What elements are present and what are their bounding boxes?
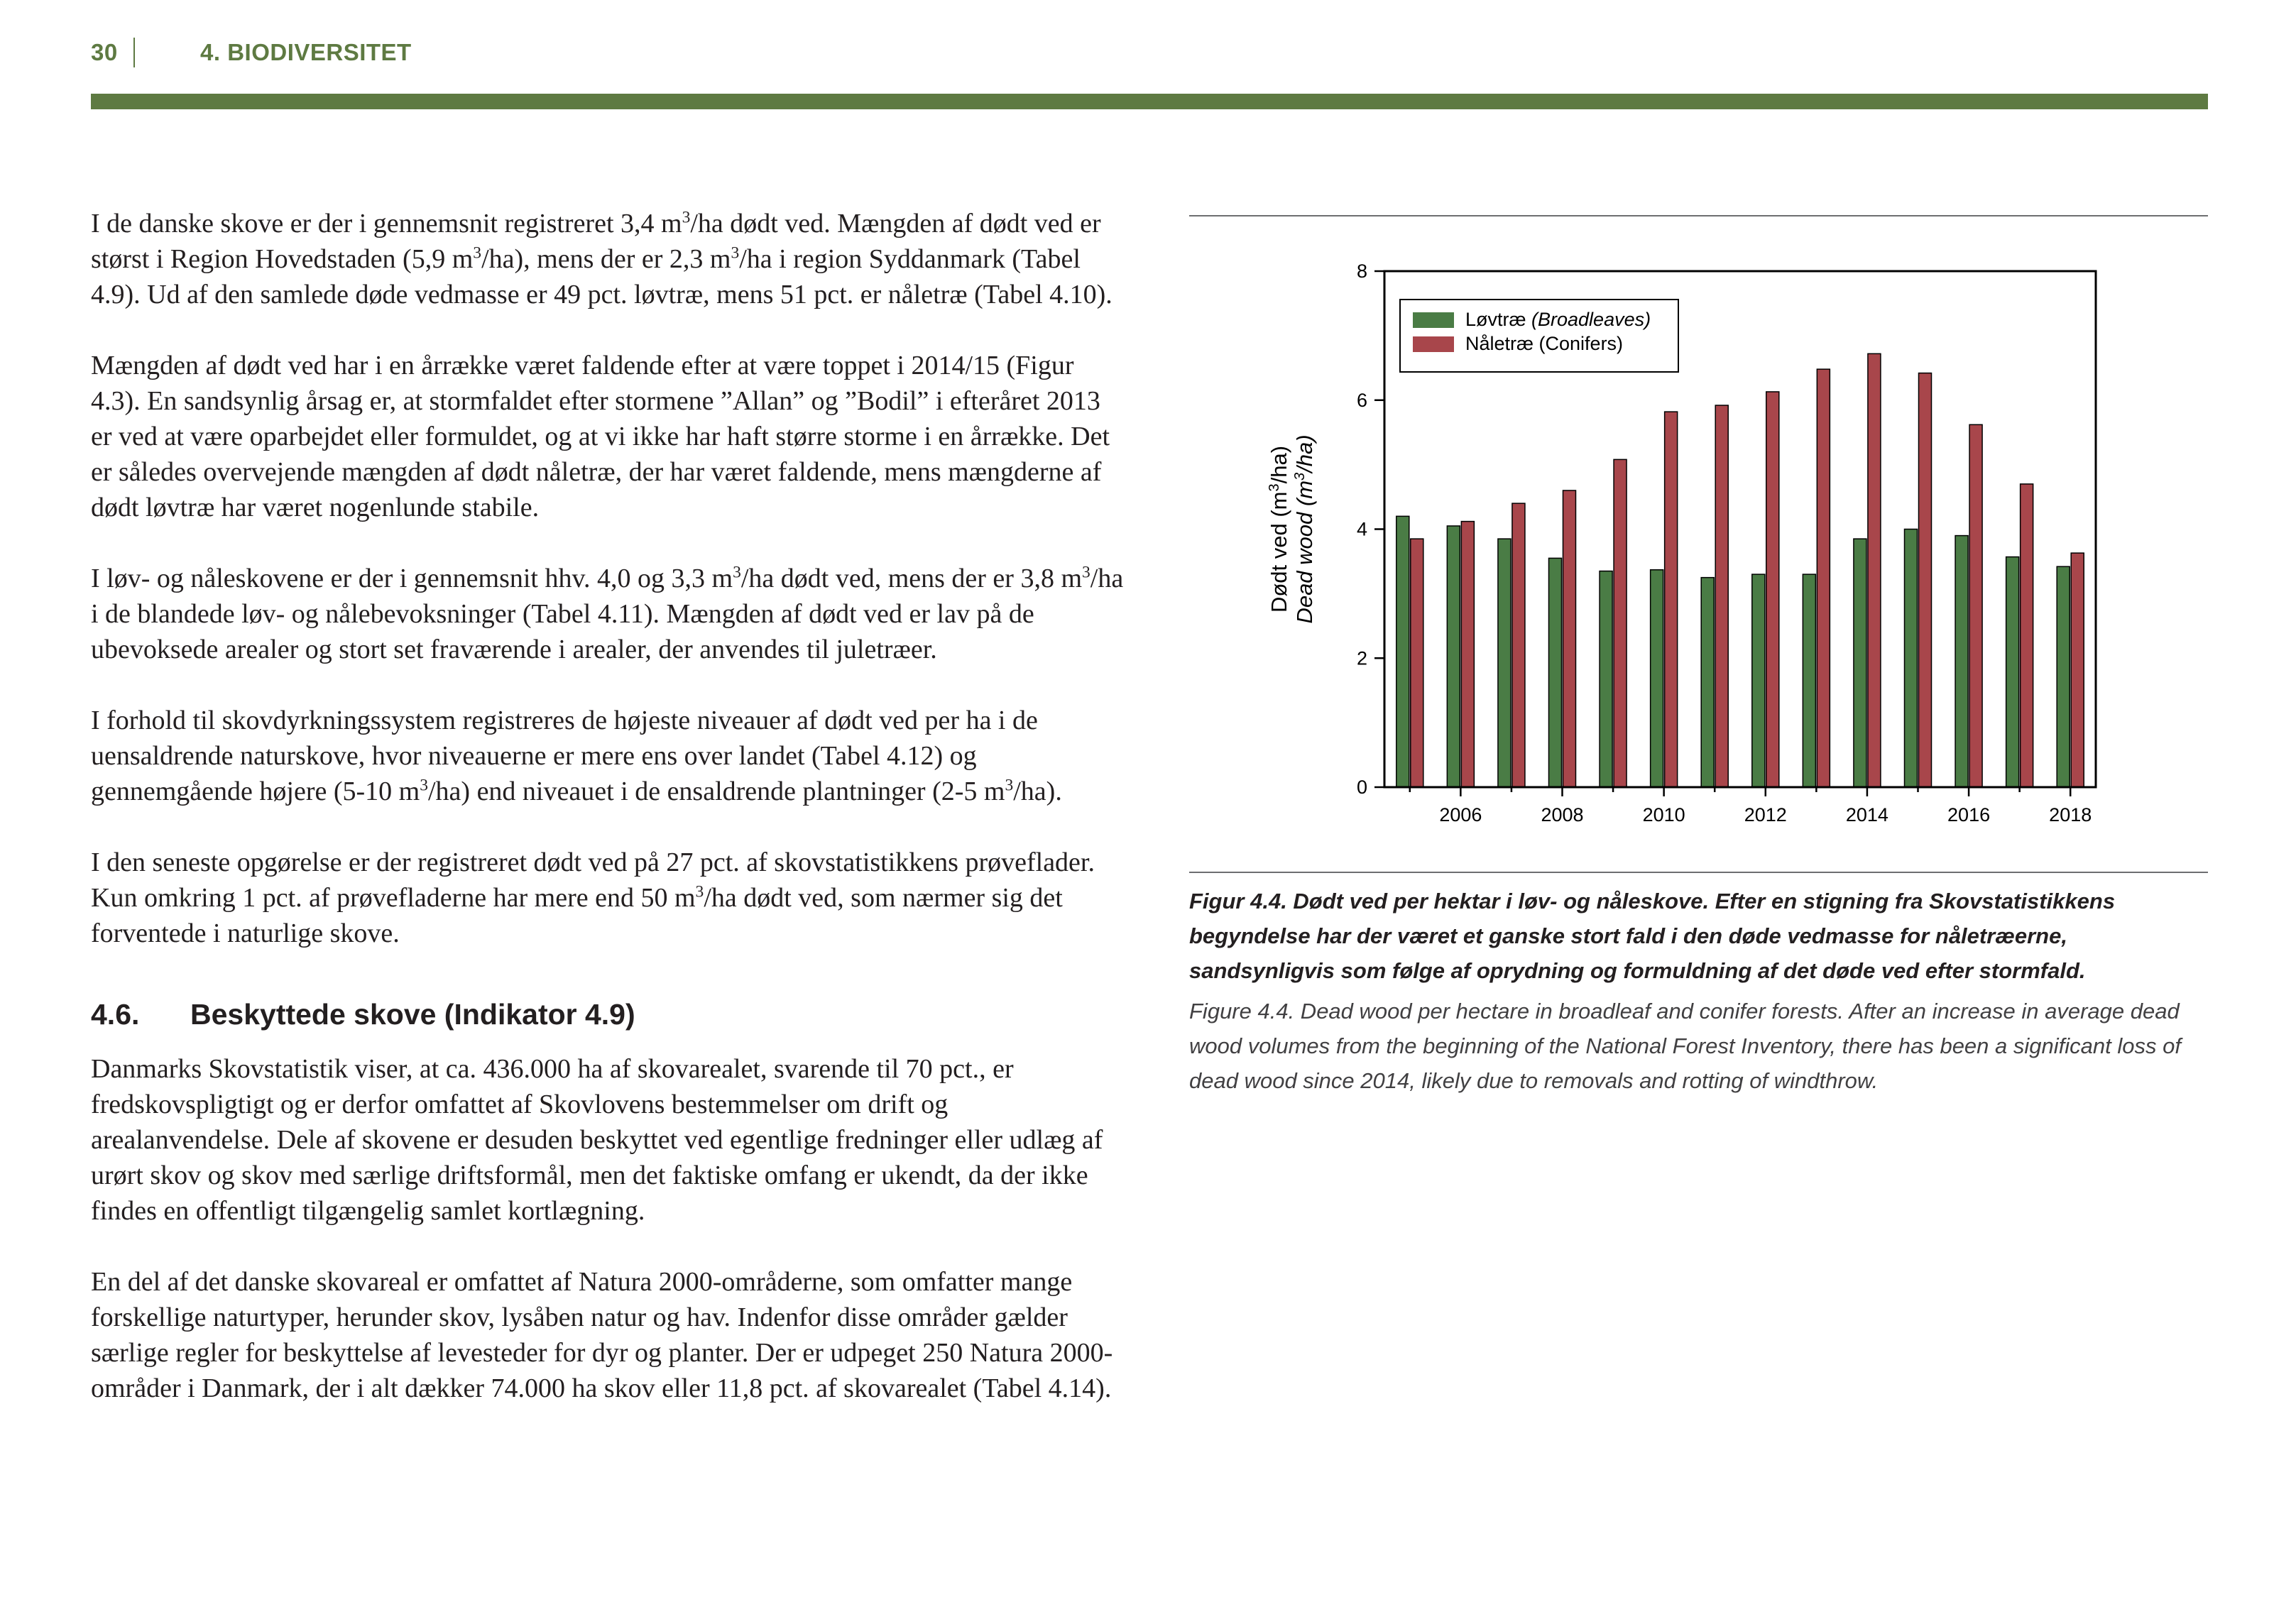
paragraph-text: /ha dødt ved, som nærmer sig det forventede i naturlige skove. — [91, 883, 1063, 948]
superscript: 3 — [1082, 563, 1090, 582]
paragraph-text: I de danske skove er der i gennemsnit registreret 3,4 m — [91, 209, 682, 238]
bar-broadleaves-2007 — [1498, 539, 1511, 787]
paragraph-text: /ha dødt ved. Mængden af dødt ved er størst i Region Hovedstaden (5,9 m — [91, 209, 1101, 274]
paragraph-text: Danmarks Skovstatistik viser, at ca. 436.000 ha af skovarealet, svarende til 70 pct., er fredskovspligtigt og er derfor omfattet af Skovlovens bestemmelser om drift og arealanvendelse. Dele af skovene er desuden beskyttet ved egentlige fredninger eller udlæg af urørt skov og skov med særlige driftsformål, men det faktiske omfang er ukendt, da der ikke findes en offentligt tilgængelig samlet kortlægning. — [91, 1054, 1103, 1226]
header-bar — [91, 94, 2208, 109]
section-heading — [91, 998, 1127, 1031]
superscript: 3 — [1005, 776, 1014, 795]
bar-broadleaves-2012 — [1752, 574, 1765, 787]
caption-english: Figure 4.4. Dead wood per hectare in broadleaf and conifer forests. After an increase in average dead wood volumes from the beginning of the National Forest Inventory, there has been a significant loss of dead wood since 2014, likely due to removals and rotting of windthrow. — [1189, 999, 2181, 1093]
body-paragraph — [91, 845, 1127, 951]
bar-broadleaves-2016 — [1955, 536, 1968, 787]
bar-conifers-2016 — [1969, 424, 1982, 787]
legend-swatch-conifers — [1413, 336, 1454, 352]
paragraph-text: /ha) end niveauet i de ensaldrende plantninger (2-5 m — [427, 777, 1005, 806]
bar-conifers-2006 — [1461, 522, 1474, 787]
y-tick-label: 4 — [1356, 518, 1367, 540]
bar-broadleaves-2010 — [1651, 570, 1663, 787]
paragraph-text: I den seneste opgørelse er der registreret dødt ved på 27 pct. af skovstatistikkens prøveflader. Kun omkring 1 pct. af prøvefladerne har mere end 50 m — [91, 847, 1095, 913]
bar-conifers-2011 — [1715, 405, 1728, 787]
chapter-title: 4. BIODIVERSITET — [200, 39, 412, 65]
body-paragraph — [91, 206, 1127, 312]
body-paragraph — [91, 703, 1127, 809]
superscript: 3 — [682, 208, 691, 227]
bar-broadleaves-2006 — [1447, 526, 1460, 787]
bar-conifers-2018 — [2071, 553, 2084, 787]
x-tick-label: 2006 — [1439, 804, 1482, 825]
paragraph-text: I forhold til skovdyrkningssystem registreres de højeste niveauer af dødt ved per ha i de uensaldrende naturskove, hvor niveauerne er mere ens over landet (Tabel 4.12) og gennemgående højere (5-10 m — [91, 706, 1038, 806]
bar-broadleaves-2017 — [2006, 557, 2019, 787]
superscript: 3 — [731, 243, 740, 263]
page-header — [91, 34, 412, 71]
bar-broadleaves-2015 — [1905, 530, 1918, 788]
legend-swatch-broadleaves — [1413, 312, 1454, 328]
legend-label-broadleaves: Løvtræ (Broadleaves) — [1465, 309, 1651, 330]
bar-conifers-2015 — [1919, 373, 1932, 787]
paragraph-text: En del af det danske skovareal er omfattet af Natura 2000-områderne, som omfatter mange forskellige naturtyper, herunder skov, lysåben natur og hav. Indenfor disse områder gælder særlige regler for beskyttelse af levesteder for dyr og planter. Der er udpeget 250 Natura 2000-områder i Danmark, der i alt dækker 74.000 ha skov eller 11,8 pct. af skovarealet (Tabel 4.14). — [91, 1267, 1113, 1403]
section-paragraphs — [91, 1051, 1127, 1406]
figure-caption — [1189, 884, 2212, 1098]
paragraph-text: /ha dødt ved, mens der er 3,8 m — [740, 564, 1083, 593]
superscript: 3 — [695, 882, 704, 901]
section-title: Beskyttede skove (Indikator 4.9) — [190, 998, 635, 1031]
bar-broadleaves-2005 — [1396, 516, 1409, 787]
y-tick-label: 2 — [1356, 647, 1367, 669]
body-paragraph — [91, 1264, 1127, 1406]
paragraph-text: I løv- og nåleskovene er der i gennemsnit hhv. 4,0 og 3,3 m — [91, 564, 733, 593]
y-axis-title-danish: Dødt ved $(m^3/ha)$ — [1267, 445, 1291, 613]
page-number: 30 — [91, 39, 118, 65]
x-tick-label: 2018 — [2049, 804, 2092, 825]
x-tick-label: 2010 — [1642, 804, 1685, 825]
bar-conifers-2010 — [1665, 412, 1678, 787]
bar-broadleaves-2018 — [2057, 566, 2070, 787]
x-tick-label: 2012 — [1744, 804, 1787, 825]
x-tick-label: 2014 — [1845, 804, 1888, 825]
paragraph-text: Mængden af dødt ved har i en årrække været faldende efter at være toppet i 2014/15 (Figur 4.3). En sandsynlig årsag er, at stormfaldet efter stormene ”Allan” og ”Bodil” i efteråret 2013 er ved at være oparbejdet eller formuldet, og at vi ikke har haft større storme i en årrække. Det er således overvejende mængden af dødt nåletræ, der har været faldende, mens mængderne af dødt løvtræ har været nogenlunde stabile. — [91, 351, 1110, 522]
y-tick-label: 8 — [1356, 260, 1367, 282]
bar-conifers-2013 — [1817, 369, 1830, 787]
bar-broadleaves-2013 — [1803, 574, 1815, 787]
section-number: 4.6. — [91, 998, 140, 1031]
paragraph-text: /ha i de blandede løv- og nålebevoksninger (Tabel 4.11). Mængden af dødt ved er lav på de ubevoksede arealer og stort set fraværende i arealer, der anvendes til juletræer. — [91, 564, 1124, 664]
bar-conifers-2008 — [1563, 490, 1576, 787]
header-divider — [133, 38, 135, 67]
superscript: 3 — [473, 243, 482, 263]
caption-danish: Figur 4.4. Dødt ved per hektar i løv- og nåleskove. Efter en stigning fra Skovstatistikkens begyndelse har der været et ganske stort fald i den døde vedmasse for nåletræerne, sandsynligvis som følge af oprydning og formuldning af det døde ved efter stormfald. — [1189, 889, 2116, 983]
superscript: 3 — [733, 563, 741, 582]
paragraph-text: /ha i region Syddanmark (Tabel 4.9). Ud af den samlede døde vedmasse er 49 pct. løvtræ, mens 51 pct. er nåletræ (Tabel 4.10). — [91, 244, 1113, 309]
x-tick-label: 2016 — [1947, 804, 1991, 825]
bar-broadleaves-2009 — [1600, 571, 1612, 787]
dead-wood-bar-chart — [1250, 248, 2109, 830]
y-tick-label: 6 — [1356, 389, 1367, 411]
y-axis-title-english: Dead wood $(m^3/ha)$ — [1292, 434, 1317, 624]
body-paragraph — [91, 348, 1127, 525]
body-paragraphs — [91, 206, 1127, 951]
legend-label-conifers: Nåletræ (Conifers) — [1465, 333, 1624, 354]
bar-conifers-2009 — [1614, 459, 1627, 787]
x-tick-label: 2008 — [1541, 804, 1584, 825]
body-paragraph — [91, 1051, 1127, 1229]
bar-conifers-2005 — [1411, 539, 1423, 787]
bar-conifers-2007 — [1512, 503, 1525, 787]
figure-top-rule — [1189, 215, 2208, 216]
y-tick-label: 0 — [1356, 777, 1367, 798]
paragraph-text: /ha), mens der er 2,3 m — [481, 244, 731, 274]
bar-conifers-2012 — [1766, 392, 1779, 787]
bar-broadleaves-2011 — [1701, 578, 1714, 787]
body-paragraph — [91, 561, 1127, 667]
bar-conifers-2017 — [2021, 484, 2033, 787]
paragraph-text: /ha). — [1013, 777, 1062, 806]
superscript: 3 — [420, 776, 428, 795]
bar-conifers-2014 — [1868, 353, 1881, 787]
figure-bottom-rule — [1189, 872, 2208, 873]
bar-broadleaves-2008 — [1549, 558, 1562, 787]
bar-broadleaves-2014 — [1854, 539, 1866, 787]
body-text-column — [91, 206, 1127, 1406]
